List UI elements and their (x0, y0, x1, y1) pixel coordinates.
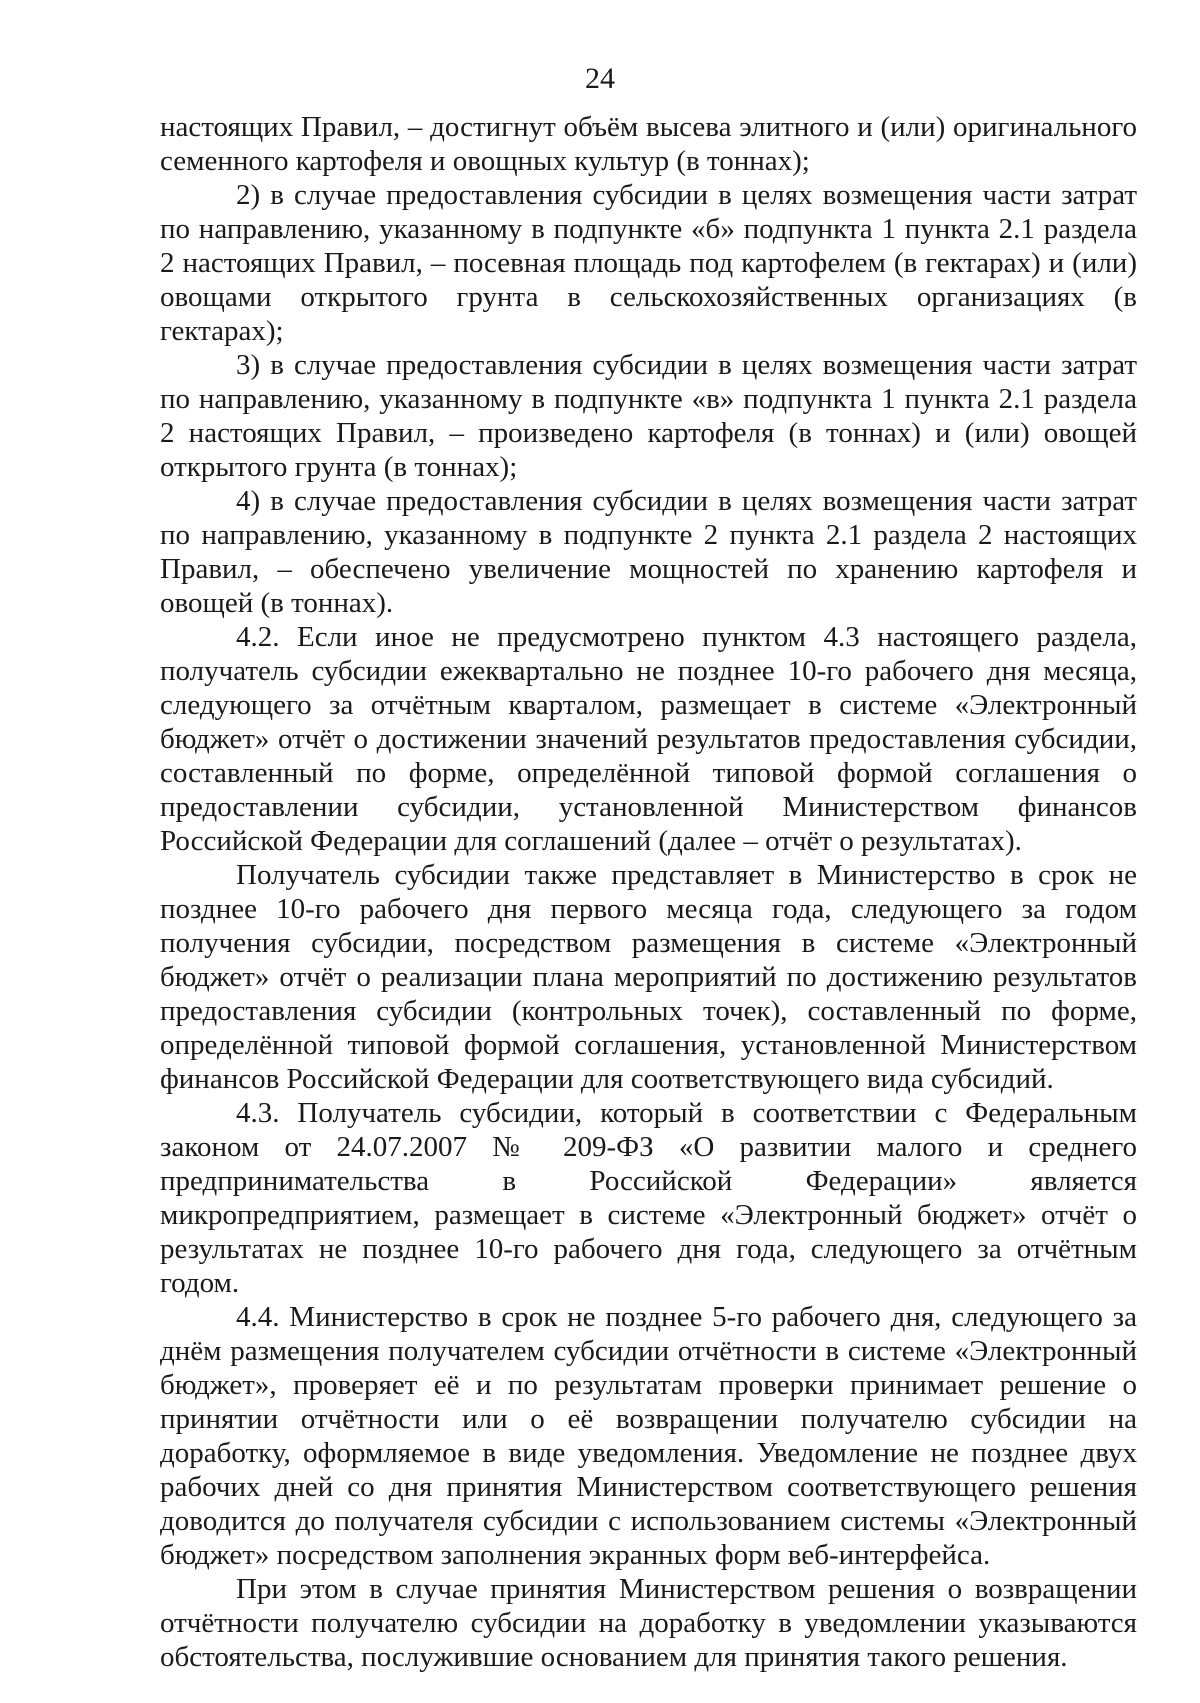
paragraph-4-3: 4.3. Получатель субсидии, который в соответствии с Федеральным законом от 24.07.2007 № 209-ФЗ «О развитии малого и среднего предпринимательства в Российской Федерации» является микропредприятием, размещает в системе «Электронный бюджет» отчёт о результатах не позднее 10-го рабочего дня года, следующего за отчётным годом. (160, 1097, 1137, 1299)
paragraph-item-3: 3) в случае предоставления субсидии в целях возмещения части затрат по направлению, указанному в подпункте «в» подпункта 1 пункта 2.1 раздела 2 настоящих Правил, – произведено картофеля (в тоннах) и (или) овощей открытого грунта (в тоннах); (160, 349, 1137, 483)
page-number: 24 (585, 62, 615, 95)
paragraph-4-4-continued: При этом в случае принятия Министерством решения о возвращении отчётности получателю субсидии на доработку в уведомлении указываются обстоятельства, послужившие основанием для принятия такого решения. (160, 1573, 1137, 1673)
paragraph-4-4: 4.4. Министерство в срок не позднее 5-го рабочего дня, следующего за днём размещения получателем субсидии отчётности в системе «Электронный бюджет», проверяет её и по результатам проверки принимает решение о принятии отчётности или о её возвращении получателю субсидии на доработку, оформляемое в виде уведомления. Уведомление не позднее двух рабочих дней со дня принятия Министерством соответствующего решения доводится до получателя субсидии с использованием системы «Электронный бюджет» посредством заполнения экранных форм веб-интерфейса. (160, 1301, 1137, 1571)
paragraph-continuation: настоящих Правил, – достигнут объём высева элитного и (или) оригинального семенного картофеля и овощных культур (в тоннах); (160, 111, 1137, 177)
paragraph-item-2: 2) в случае предоставления субсидии в целях возмещения части затрат по направлению, указанному в подпункте «б» подпункта 1 пункта 2.1 раздела 2 настоящих Правил, – посевная площадь под картофелем (в гектарах) и (или) овощами открытого грунта в сельскохозяйственных организациях (в гектарах); (160, 179, 1137, 347)
paragraph-item-4: 4) в случае предоставления субсидии в целях возмещения части затрат по направлению, указанному в подпункте 2 пункта 2.1 раздела 2 настоящих Правил, – обеспечено увеличение мощностей по хранению картофеля и овощей (в тоннах). (160, 485, 1137, 619)
document-body (160, 110, 1137, 1674)
paragraph-4-2-continued: Получатель субсидии также представляет в Министерство в срок не позднее 10-го рабочего дня первого месяца года, следующего за годом получения субсидии, посредством размещения в системе «Электронный бюджет» отчёт о реализации плана мероприятий по достижению результатов предоставления субсидии (контрольных точек), составленный по форме, определённой типовой формой соглашения, установленной Министерством финансов Российской Федерации для соответствующего вида субсидий. (160, 859, 1137, 1095)
paragraph-4-2: 4.2. Если иное не предусмотрено пунктом 4.3 настоящего раздела, получатель субсидии ежеквартально не позднее 10-го рабочего дня месяца, следующего за отчётным кварталом, размещает в системе «Электронный бюджет» отчёт о достижении значений результатов предоставления субсидии, составленный по форме, определённой типовой формой соглашения о предоставлении субсидии, установленной Министерством финансов Российской Федерации для соглашений (далее – отчёт о результатах). (160, 621, 1137, 857)
